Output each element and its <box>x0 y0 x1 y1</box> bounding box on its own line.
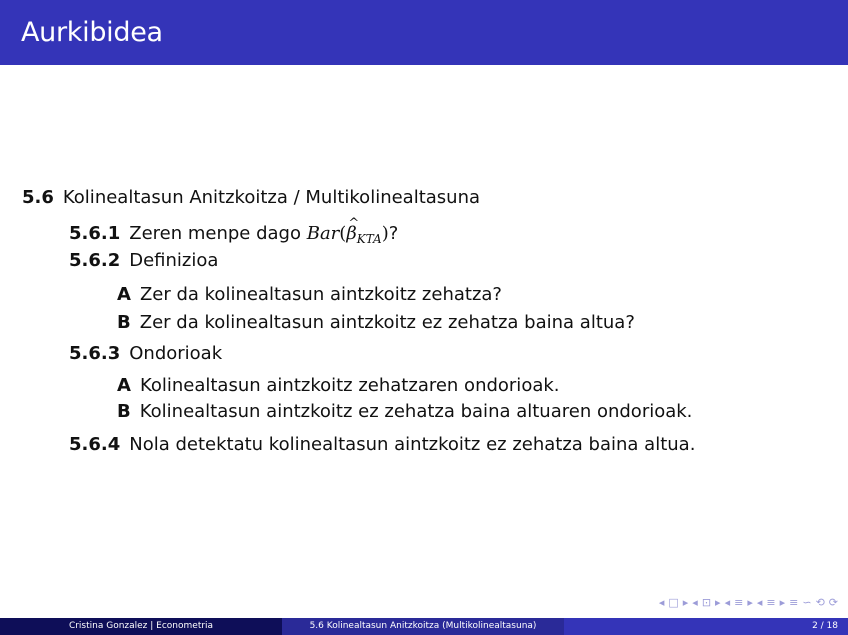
toc-text: Zer da kolinealtasun aintzkoitz zehatza? <box>139 284 502 305</box>
toc-subsection-5-6-1[interactable] <box>69 222 398 251</box>
nav-prev-frame-icon[interactable]: ◂ <box>658 596 665 609</box>
math-var: Bar <box>306 223 340 244</box>
nav-forward-icon[interactable]: ⟳ <box>828 596 838 609</box>
beamer-navigation-bar <box>659 595 838 611</box>
toc-subsection-5-6-3[interactable] <box>69 342 222 366</box>
toc-subsection-5-6-4[interactable] <box>69 433 695 457</box>
nav-frame-icon[interactable]: □ <box>668 596 679 609</box>
nav-subsection-icon[interactable]: ≡ <box>734 596 744 609</box>
toc-number: 5.6.2 <box>69 250 121 271</box>
nav-search-icon[interactable]: ∽ <box>802 596 812 609</box>
toc-text: Nola detektatu kolinealtasun aintzkoitz ez zehatza baina altua. <box>129 434 696 455</box>
math-subscript: KTA <box>356 232 382 246</box>
nav-next-frame-icon[interactable]: ▸ <box>682 596 689 609</box>
toc-letter: A <box>117 375 131 396</box>
nav-back-icon[interactable]: ⟲ <box>815 596 825 609</box>
toc-text-suffix: ? <box>388 223 399 244</box>
slide-title: Aurkibidea <box>21 17 163 48</box>
toc-section-5-6[interactable] <box>22 186 480 210</box>
toc-item-5-6-3-a[interactable] <box>117 374 560 398</box>
nav-next-section-icon[interactable]: ▸ <box>779 596 786 609</box>
toc-letter: B <box>117 401 131 422</box>
toc-letter: A <box>117 284 131 305</box>
nav-prev-section-icon[interactable]: ◂ <box>756 596 763 609</box>
toc-text: Kolinealtasun aintzkoitz zehatzaren ondorioak. <box>139 375 560 396</box>
toc-number: 5.6.4 <box>69 434 121 455</box>
toc-subsection-5-6-2[interactable] <box>69 249 218 273</box>
math-paren-open: ( <box>339 223 347 244</box>
toc-text: Definizioa <box>129 250 219 271</box>
nav-slide-icon[interactable]: ⊡ <box>701 596 712 609</box>
toc-text: Kolinealtasun Anitzkoitza / Multikolinealtasuna <box>62 187 481 208</box>
nav-prev-slide-icon[interactable]: ◂ <box>692 596 698 609</box>
toc-text: Ondorioak <box>129 343 223 364</box>
toc-text: Zer da kolinealtasun aintzkoitz ez zehatza baina altua? <box>139 312 635 333</box>
nav-section-icon[interactable]: ≡ <box>766 596 776 609</box>
slide-header <box>0 0 848 65</box>
beta-hat-symbol: ^ β <box>346 222 356 246</box>
toc-number: 5.6.3 <box>69 343 121 364</box>
toc-item-5-6-2-a[interactable] <box>117 283 502 307</box>
nav-prev-subsection-icon[interactable]: ◂ <box>724 596 731 609</box>
toc-item-5-6-3-b[interactable] <box>117 400 692 424</box>
nav-next-slide-icon[interactable]: ▸ <box>715 596 721 609</box>
footer-section-title: 5.6 Kolinealtasun Anitzkoitza (Multikolinealtasuna) <box>282 618 564 635</box>
toc-number: 5.6 <box>22 187 54 208</box>
nav-document-icon[interactable]: ≡ <box>789 596 799 609</box>
toc-number: 5.6.1 <box>69 223 121 244</box>
footer-author: Cristina Gonzalez | Econometria <box>0 618 282 635</box>
toc-letter: B <box>117 312 131 333</box>
footer-page-number: 2 / 18 <box>564 618 848 635</box>
toc-item-5-6-2-b[interactable] <box>117 311 635 335</box>
math-paren-close: ) <box>381 223 389 244</box>
toc-text: Kolinealtasun aintzkoitz ez zehatza baina altuaren ondorioak. <box>139 401 693 422</box>
slide-footer <box>0 618 848 635</box>
toc-text: Zeren menpe dago <box>129 223 307 244</box>
nav-next-subsection-icon[interactable]: ▸ <box>747 596 753 609</box>
